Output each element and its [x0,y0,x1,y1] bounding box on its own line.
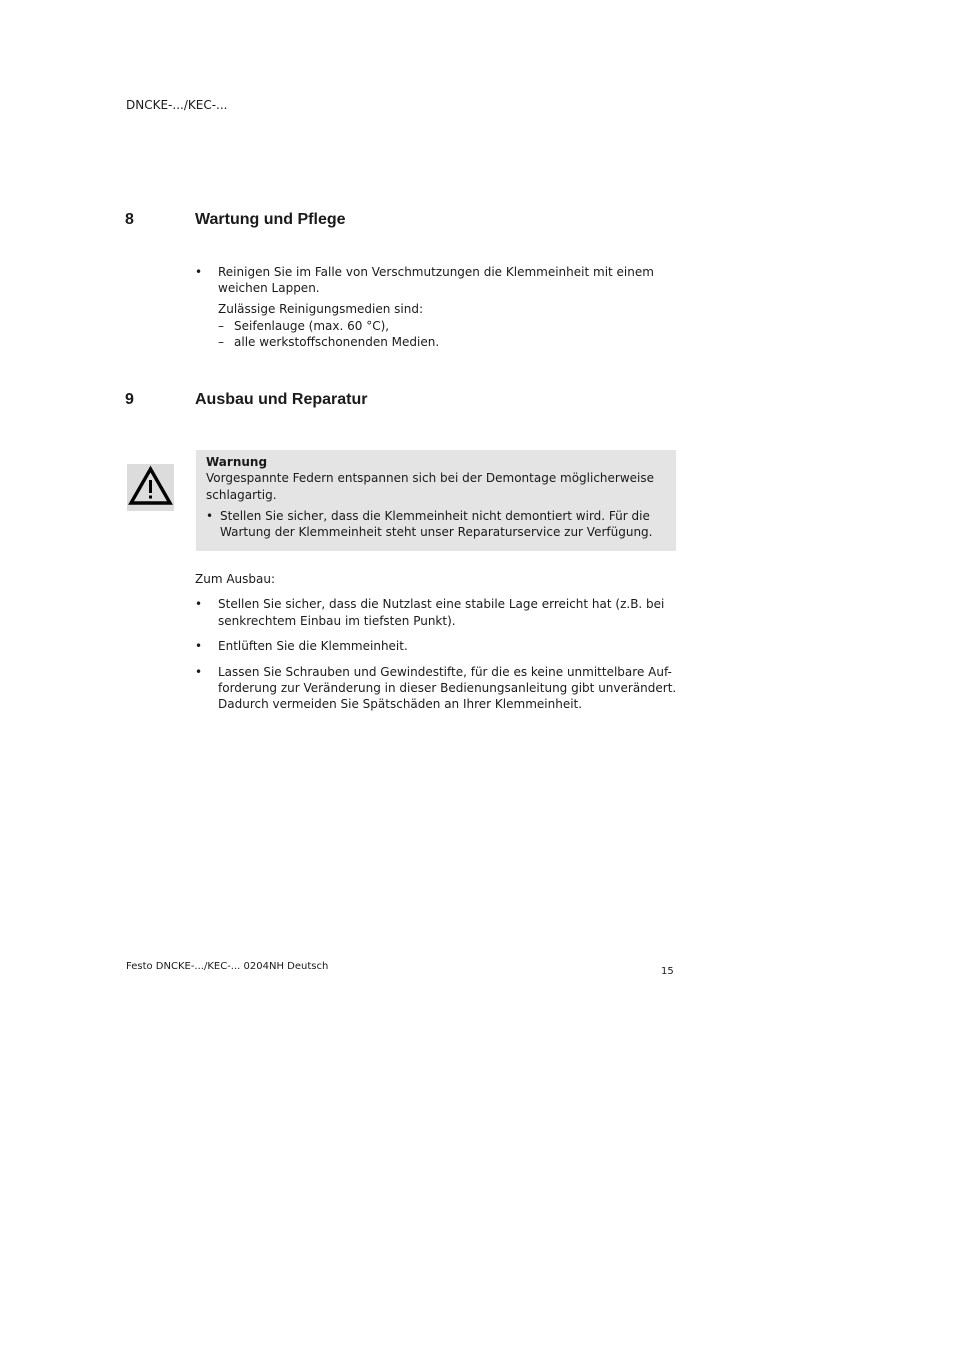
warning-triangle-glyph [127,464,174,511]
step-2-marker: • [195,639,203,653]
step-1-line1: Stellen Sie sicher, dass die Nutzlast eine stabile Lage erreicht hat (z.B. bei [218,597,665,611]
warning-bullet-line1: Stellen Sie sicher, dass die Klemmeinheit nicht demontiert wird. Für die [220,509,650,523]
warning-bullet-marker: • [206,509,214,523]
step-1-marker: • [195,597,203,611]
warning-title: Warnung [206,455,268,469]
section-9-intro: Zum Ausbau: [195,572,276,586]
warning-line1: Vorgespannte Federn entspannen sich bei der Demontage möglicherweise [206,471,655,485]
section-8-dash-2: – [218,335,224,349]
section-8-media-1: Seifenlauge (max. 60 °C), [234,319,390,333]
section-8-title: Wartung und Pflege [195,211,346,228]
footer-page-number: 15 [661,966,674,977]
warning-line2: schlagartig. [206,488,277,502]
step-3-line2: forderung zur Veränderung in dieser Bedienungsanleitung gibt unverändert. [218,681,677,695]
step-3-marker: • [195,665,203,679]
section-8-dash-1: – [218,319,224,333]
section-8-bullet-line2: weichen Lappen. [218,281,320,295]
section-8-number: 8 [125,211,134,228]
warning-bullet-line2: Wartung der Klemmeinheit steht unser Reparaturservice zur Verfügung. [220,525,653,539]
section-8-media-intro: Zulässige Reinigungsmedien sind: [218,302,423,316]
section-8-media-2: alle werkstoffschonenden Medien. [234,335,440,349]
section-9-title: Ausbau und Reparatur [195,391,368,408]
warning-icon-box [127,464,174,511]
step-1-line2: senkrechtem Einbau im tiefsten Punkt). [218,614,456,628]
step-3-line1: Lassen Sie Schrauben und Gewindestifte, für die es keine unmittelbare Auf- [218,665,672,679]
section-8-bullet-line1: Reinigen Sie im Falle von Verschmutzungen die Klemmeinheit mit einem [218,265,654,279]
step-2-line1: Entlüften Sie die Klemmeinheit. [218,639,408,653]
step-3-line3: Dadurch vermeiden Sie Spätschäden an Ihrer Klemmeinheit. [218,697,583,711]
section-8-bullet-marker: • [195,265,203,279]
footer-doc-info: Festo DNCKE-.../KEC-... 0204NH Deutsch [126,961,329,972]
section-9-number: 9 [125,391,134,408]
header-doc-code: DNCKE-.../KEC-... [126,98,228,112]
